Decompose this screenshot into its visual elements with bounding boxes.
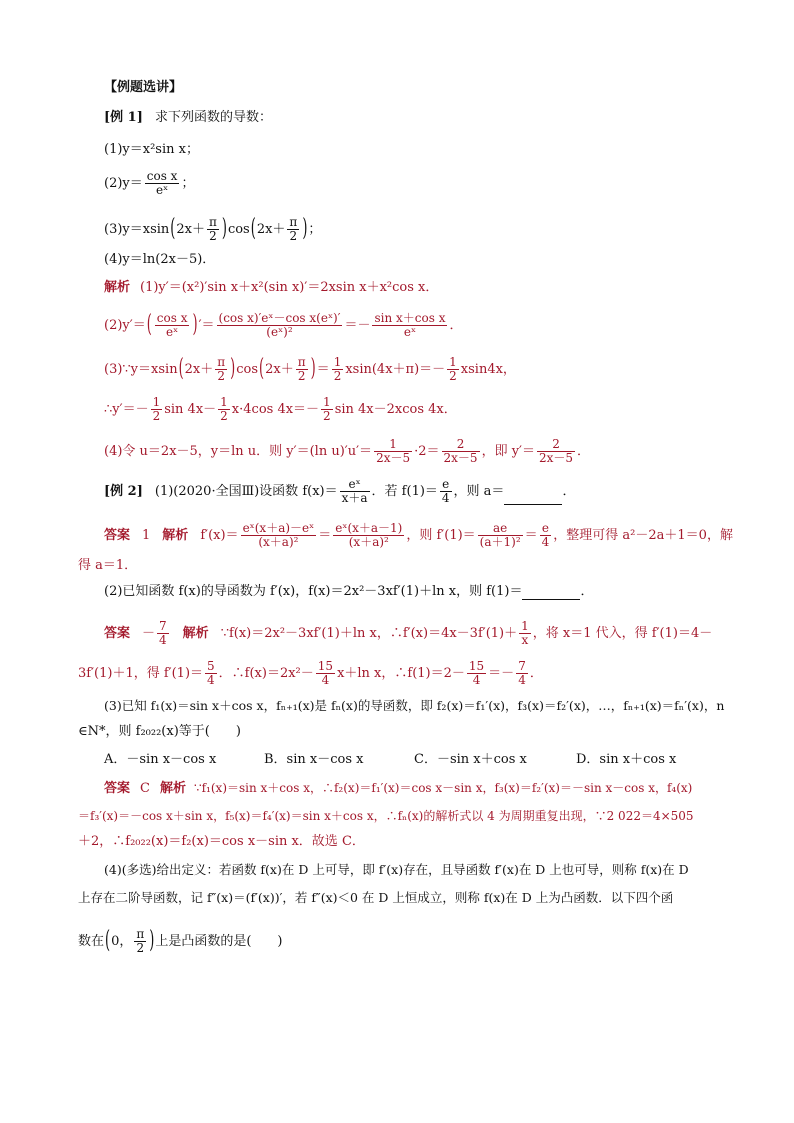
q3-paren-open-2: (: [250, 214, 256, 244]
example-2-part-4-line-1: (4)(多选)给出定义：若函数 f(x)在 D 上可导，即 f′(x)存在，且导函数 f′(x)在 D 上也可导，则称 f(x)在 D: [104, 862, 689, 877]
q3-part-b-2: 2x＋: [256, 222, 286, 237]
a2-val-num: 7: [159, 619, 167, 633]
p4-pi-den: 2: [136, 941, 145, 955]
a2-15-num-2: 15: [468, 659, 485, 673]
a1-f2-den: (x＋a)²: [348, 535, 389, 549]
answer-2: [104, 620, 712, 647]
a2-15-num-1: 15: [317, 659, 334, 673]
s5-a: (4)令 u＝2x－5，y＝ln u．则 y′＝(ln u)′u′＝: [104, 444, 373, 459]
s5-f-num: 1: [374, 438, 412, 452]
s3-eq: ＝: [316, 362, 330, 377]
q3-part-b: 2x＋: [176, 222, 205, 237]
a3-line1-text: ∵f₁(x)＝sin x＋cos x，∴f₂(x)＝f₁′(x)＝cos x－sin x，f₃(x)＝f₂′(x)＝－sin x－cos x，f₄(x): [193, 781, 693, 795]
s2-inner-num: cos x: [156, 311, 188, 325]
answer-1: [104, 522, 733, 549]
question-3: [104, 216, 321, 243]
answer-blank-2[interactable]: [522, 587, 580, 600]
example-1-text: 求下列函数的导数：: [155, 110, 273, 125]
section-title: 【例题选讲】: [104, 80, 183, 95]
s4-b: sin 4x－: [164, 402, 217, 417]
example-2-part-3-line-1: (3)已知 f₁(x)＝sin x＋cos x，fₙ₊₁(x)是 fₙ(x)的导函数，即 f₂(x)＝f₁′(x)，f₃(x)＝f₂′(x)，…，fₙ₊₁(x)＝fₙ′(x)，n: [104, 698, 725, 713]
a2-15-frac-1: [316, 660, 335, 687]
answer-3-value: C: [140, 781, 150, 796]
s3-half2: [447, 356, 459, 383]
a2-l2-a: 3f′(1)＋1，得 f′(1)＝: [78, 666, 204, 681]
a1-b: ＝: [318, 528, 332, 543]
example-2-part-1: [104, 478, 575, 505]
question-1: (1)y＝x²sin x；: [104, 142, 199, 157]
s3-pi2-den: 2: [297, 369, 306, 383]
s5-f-den: 2x－5: [376, 451, 411, 465]
s3-pi2: [296, 356, 308, 383]
s3-half1: [332, 356, 344, 383]
s3-half2-num: 1: [449, 355, 457, 369]
s2-c: ＝－: [344, 318, 371, 333]
q3-end: ；: [308, 222, 322, 237]
a1-f4: [540, 522, 552, 549]
solution-label-4: 解析: [159, 781, 186, 796]
s3-half1-num: 1: [333, 355, 342, 369]
s3-cos: cos: [236, 362, 259, 377]
s4-d: sin 4x－2xcos 4x．: [334, 402, 457, 417]
a1-f4-den: 4: [541, 535, 550, 549]
option-a[interactable]: A．－sin x－cos x: [104, 752, 217, 767]
a1-e: ，整理可得 a²－2a＋1＝0，解: [553, 528, 733, 543]
a2-a: ∵f(x)＝2x²－3xf′(1)＋ln x，∴f′(x)＝4x－3f′(1)＋: [220, 626, 518, 641]
s2-inner-fraction: [155, 312, 190, 339]
a1-f3-den: (a＋1)²: [479, 535, 521, 549]
q2-fraction: [145, 170, 180, 197]
p1-a: (1)(2020·全国Ⅲ)设函数 f(x)＝: [154, 484, 338, 499]
s4-h2-num: 1: [220, 395, 228, 409]
a2-val-den: 4: [159, 633, 167, 647]
q2-prefix: (2)y＝: [104, 176, 143, 191]
answer-3-line-2: ＝f₃′(x)＝－cos x＋sin x，f₅(x)＝f₄′(x)＝sin x＋cos x，∴fₙ(x)的解析式以 4 为周期重复出现，∵2 022＝4×505: [78, 809, 694, 823]
s4-h3: [321, 396, 333, 423]
q3-pi-fraction: [207, 216, 219, 243]
a1-c: ，则 f′(1)＝: [406, 528, 476, 543]
s2-f1-den: (eˣ)²: [266, 325, 293, 339]
a2-15-den-2: 4: [472, 673, 481, 687]
a2-five-frac: [205, 660, 217, 687]
answer-label-3: 答案: [104, 781, 131, 796]
q2-num: cos x: [146, 169, 178, 183]
answer-3-line-1: [104, 780, 692, 797]
s4-h1-num: 1: [152, 395, 161, 409]
p2-text: (2)已知函数 f(x)的导函数为 f′(x)，f(x)＝2x²－3xf′(1)＋ln x，则 f(1)＝: [104, 584, 523, 599]
s3-pi1-num: π: [217, 355, 226, 369]
solution-label-2: 解析: [162, 528, 189, 543]
solution-4: [104, 438, 590, 465]
q2-den: eˣ: [156, 183, 169, 197]
a2-val-frac: [157, 620, 169, 647]
example-1-prompt: [104, 110, 272, 126]
p1-e-num: e: [440, 478, 452, 492]
s3-po2: (: [259, 354, 265, 384]
answer-1-line-2: 得 a＝1．: [78, 558, 138, 573]
q3-two: 2: [209, 229, 217, 243]
s2-f2-num: sin x＋cos x: [374, 311, 446, 325]
solution-3b: [104, 396, 457, 423]
s3-pc2: ): [310, 354, 316, 384]
q3-part-a: (3)y＝xsin: [104, 222, 170, 237]
s5-c: ，即 y′＝: [481, 444, 535, 459]
s5-h-num: 2: [537, 438, 575, 452]
answer-label: 答案: [104, 528, 131, 543]
s2-a: (2)y′＝: [104, 318, 146, 333]
question-4: (4)y＝ln(2x－5)．: [104, 252, 216, 267]
s4-h1-den: 2: [152, 409, 161, 423]
p4-l3-b: 上是凸函数的是( ): [155, 934, 283, 949]
s4-h3-den: 2: [323, 409, 331, 423]
solution-label: 解析: [104, 280, 131, 295]
s4-h1: [151, 396, 163, 423]
q3-pi: π: [208, 215, 217, 229]
a1-f1-num: eˣ(x＋a)－eˣ: [242, 521, 315, 535]
s2-b: ′＝: [198, 318, 215, 333]
q3-paren-open: (: [170, 214, 176, 244]
a1-f1-den: (x＋a)²: [258, 535, 299, 549]
s3-half2-den: 2: [449, 369, 457, 383]
solution-1-text: (1)y′＝(x²)′sin x＋x²(sin x)′＝2xsin x＋x²cos x．: [140, 280, 439, 295]
a2-five-den: 4: [207, 673, 215, 687]
a1-f2: [333, 522, 404, 549]
p4-pi-frac: [134, 928, 146, 955]
option-b[interactable]: B．sin x－cos x: [264, 752, 364, 767]
p4-paren-open: (: [105, 926, 111, 956]
example-2-part-2: [104, 584, 593, 600]
answer-blank-1[interactable]: [504, 492, 562, 505]
a2-inv-num: 1: [521, 619, 529, 633]
a2-15-frac-2: [467, 660, 486, 687]
s2-f1: [217, 312, 343, 339]
q2-suffix: ；: [181, 176, 195, 191]
s5-b: ·2＝: [414, 444, 440, 459]
a1-f4-num: e: [540, 522, 552, 536]
a1-a: f′(x)＝: [200, 528, 239, 543]
question-2: [104, 170, 194, 197]
answer-label-2: 答案: [104, 626, 131, 641]
p2-end: ．: [580, 584, 594, 599]
q3-paren-close-2: ): [302, 214, 308, 244]
s2-paren-open: (: [146, 310, 152, 340]
p1-c: ，则 a＝: [453, 484, 505, 499]
a1-f3-num: ae: [478, 522, 523, 536]
p4-l3-a: 数在: [78, 934, 105, 949]
solution-2: [104, 312, 462, 339]
a2-result-frac: [516, 660, 528, 687]
a2-inv-den: x: [521, 633, 529, 647]
s4-c: x·4cos 4x＝－: [231, 402, 320, 417]
s4-h3-num: 1: [323, 395, 331, 409]
s3-a: (3)∵y＝xsin: [104, 362, 178, 377]
example-2-part-3-line-2: ∈N*，则 f₂₀₂₂(x)等于( ): [78, 724, 241, 739]
s5-g: [442, 438, 480, 465]
option-c[interactable]: C．－sin x＋cos x: [414, 752, 527, 767]
s3-pi1: [215, 356, 227, 383]
a2-result-num: 7: [518, 659, 526, 673]
p1-end: ．: [562, 484, 576, 499]
s3-pc1: ): [230, 354, 236, 384]
q3-two-2: 2: [289, 229, 298, 243]
a1-d: ＝: [524, 528, 538, 543]
s3-arg1: 2x＋: [184, 362, 214, 377]
q3-pi-2: π: [289, 215, 298, 229]
s5-f: [374, 438, 412, 465]
solution-label-3: 解析: [182, 626, 209, 641]
example-1-label: [例 1]: [104, 110, 143, 125]
p1-b: ．若 f(1)＝: [371, 484, 438, 499]
p1-den: x＋a: [341, 491, 368, 505]
answer-3-line-3: ＋2，∴f₂₀₂₂(x)＝f₂(x)＝cos x－sin x．故选 C．: [78, 834, 365, 849]
s4-h2: [218, 396, 230, 423]
a2-end: ．: [529, 666, 543, 681]
s5-g-num: 2: [442, 438, 480, 452]
s4-h2-den: 2: [220, 409, 228, 423]
s3-half1-den: 2: [333, 369, 342, 383]
p1-fraction: [340, 478, 370, 505]
s2-end: ．: [449, 318, 463, 333]
s2-f1-num: (cos x)′eˣ－cos x(eˣ)′: [218, 311, 341, 325]
s3-c: xsin(4x＋π)＝－: [345, 362, 446, 377]
s3-arg2: 2x＋: [265, 362, 294, 377]
s5-h-den: 2x－5: [539, 451, 574, 465]
a1-f3: [478, 522, 523, 549]
q3-part-c: cos: [227, 222, 250, 237]
answer-2-line-2: [78, 660, 543, 687]
p1-e-den: 4: [441, 491, 450, 505]
option-d[interactable]: D．sin x＋cos x: [576, 752, 677, 767]
a2-l2-b: ．∴f(x)＝2x²－: [218, 666, 314, 681]
solution-1: [104, 280, 438, 296]
p1-e-fraction: [440, 478, 452, 505]
a2-result-den: 4: [518, 673, 526, 687]
a2-b: ，将 x＝1 代入，得 f′(1)＝4－: [532, 626, 713, 641]
a2-inv-x: [519, 620, 531, 647]
q3-pi-fraction-2: [287, 216, 299, 243]
a1-f2-num: eˣ(x＋a－1): [335, 521, 403, 535]
q3-paren-close: ): [221, 214, 227, 244]
p4-zero: 0，: [111, 934, 133, 949]
answer-1-value: 1: [142, 528, 151, 543]
a2-five-num: 5: [207, 659, 215, 673]
example-2-part-4-line-2: 上存在二阶导函数，记 f″(x)＝(f′(x))′，若 f″(x)＜0 在 D 上恒成立，则称 f(x)在 D 上为凸函数．以下四个函: [78, 890, 674, 905]
s2-f2-den: eˣ: [403, 325, 417, 339]
p1-num: eˣ: [340, 478, 370, 492]
s3-pi1-den: 2: [217, 369, 226, 383]
s2-paren-close: ): [192, 310, 198, 340]
s5-h: [537, 438, 575, 465]
s3-pi2-num: π: [297, 355, 306, 369]
a1-f1: [241, 522, 317, 549]
a2-l2-d: ＝－: [488, 666, 515, 681]
a2-15-den-1: 4: [321, 673, 330, 687]
s2-f2: [372, 312, 447, 339]
answer-2-value: － $\frac{7}{4}$: [142, 619, 167, 647]
p4-paren-close: ): [149, 926, 155, 956]
example-2-label: [例 2]: [104, 484, 143, 499]
solution-3: [104, 356, 516, 383]
p4-pi-num: π: [136, 927, 145, 941]
s5-g-den: 2x－5: [443, 451, 478, 465]
s5-end: ．: [577, 444, 591, 459]
s3-d: xsin4x，: [460, 362, 516, 377]
example-2-part-4-line-3: [78, 928, 283, 955]
s4-a: ∴y′＝－: [104, 402, 149, 417]
a2-l2-c: x＋ln x，∴f(1)＝2－: [337, 666, 465, 681]
s2-inner-den: eˣ: [166, 325, 179, 339]
s3-po1: (: [178, 354, 184, 384]
